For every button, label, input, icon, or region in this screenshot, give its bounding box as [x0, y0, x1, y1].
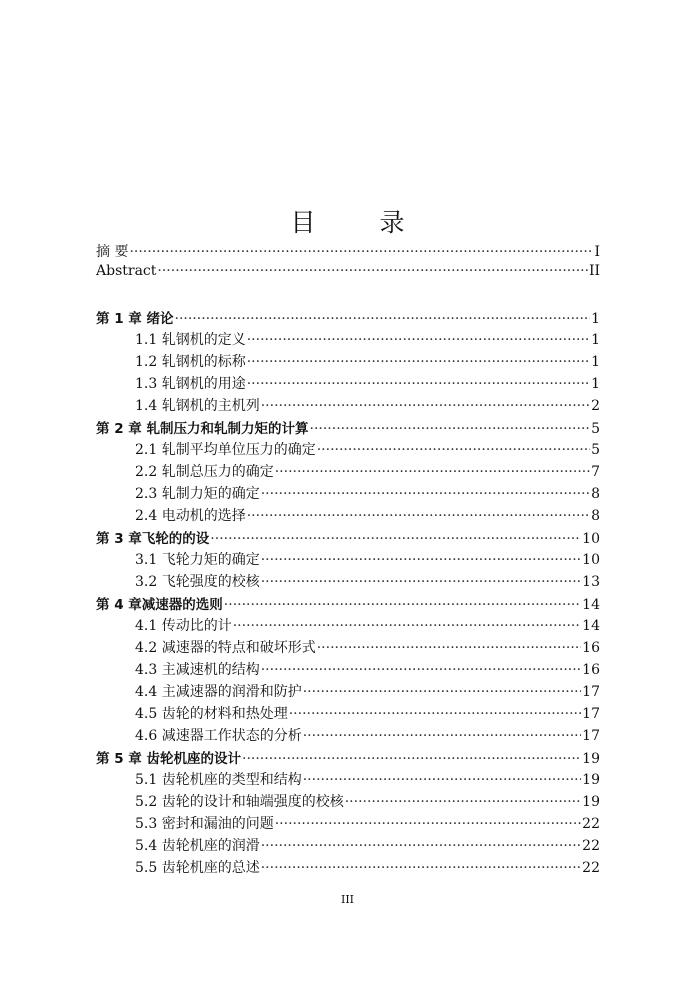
- toc-entry-page: 13: [582, 574, 600, 590]
- toc-entry-page: 8: [591, 508, 600, 524]
- toc-entry-page: 1: [591, 332, 600, 348]
- toc-section-entry[interactable]: [96, 835, 600, 857]
- toc-entry-label: 1.3 轧钢机的用途: [135, 376, 246, 392]
- toc-dot-leader: [247, 376, 590, 392]
- toc-dot-leader: [261, 552, 581, 568]
- toc-chapter-entry[interactable]: [96, 527, 600, 549]
- toc-dot-leader: [310, 421, 591, 437]
- toc-dot-leader: [303, 684, 581, 700]
- toc-entry-label: 5.5 齿轮机座的总述: [135, 860, 260, 876]
- toc-entry-page: 5: [591, 442, 600, 458]
- toc-entry-label: 2.3 轧制力矩的确定: [135, 486, 260, 502]
- toc-entry-page: 7: [591, 464, 600, 480]
- toc-chapter-entry[interactable]: [96, 747, 600, 769]
- toc-entry-page: 17: [582, 684, 600, 700]
- toc-dot-leader: [261, 662, 581, 678]
- toc-entry-label: Abstract: [96, 263, 157, 279]
- toc-front-entry[interactable]: [96, 263, 600, 285]
- toc-section-entry[interactable]: [96, 395, 600, 417]
- toc-entry-label: 1.4 轧钢机的主机列: [135, 398, 260, 414]
- toc-entry-label: 1.1 轧钢机的定义: [135, 332, 246, 348]
- toc-entry-label: 5.4 齿轮机座的润滑: [135, 838, 260, 854]
- toc-dot-leader: [247, 508, 590, 524]
- toc-dot-leader: [247, 332, 590, 348]
- toc-section-entry[interactable]: [96, 505, 600, 527]
- toc-entry-page: 22: [582, 860, 600, 876]
- toc-dot-leader: [289, 706, 581, 722]
- toc-chapter-entry[interactable]: [96, 593, 600, 615]
- toc-dot-leader: [242, 751, 581, 767]
- toc-entry-label: 3.2 飞轮强度的校核: [135, 574, 260, 590]
- toc-entry-page: I: [594, 244, 600, 260]
- toc-section-entry[interactable]: [96, 813, 600, 835]
- toc-dot-leader: [345, 794, 581, 810]
- toc-entry-page: 10: [582, 531, 600, 547]
- toc-dot-leader: [247, 354, 590, 370]
- toc-section-entry[interactable]: [96, 483, 600, 505]
- toc-entry-page: 14: [582, 597, 600, 613]
- toc-section-entry[interactable]: [96, 637, 600, 659]
- toc-dot-leader: [210, 531, 581, 547]
- toc-entry-page: II: [588, 263, 600, 279]
- toc-section-entry[interactable]: [96, 439, 600, 461]
- toc-front-entry[interactable]: [96, 241, 600, 263]
- toc-entry-page: 19: [582, 794, 600, 810]
- toc-entry-label: 4.2 减速器的特点和破坏形式: [135, 640, 316, 656]
- toc-section-entry[interactable]: [96, 351, 600, 373]
- toc-section-entry[interactable]: [96, 549, 600, 571]
- toc-dot-leader: [261, 398, 590, 414]
- toc-section-entry[interactable]: [96, 703, 600, 725]
- toc-entry-label: 3.1 飞轮力矩的确定: [135, 552, 260, 568]
- toc-section-entry[interactable]: [96, 791, 600, 813]
- toc-section-entry[interactable]: [96, 461, 600, 483]
- toc-section-entry[interactable]: [96, 615, 600, 637]
- toc-entry-label: 2.2 轧制总压力的确定: [135, 464, 274, 480]
- toc-dot-leader: [303, 772, 581, 788]
- toc-section-entry[interactable]: [96, 329, 600, 351]
- toc-section-entry[interactable]: [96, 373, 600, 395]
- toc-entry-label: 第 1 章 绪论: [96, 311, 174, 327]
- toc-dot-leader: [261, 838, 581, 854]
- toc-entry-label: 5.2 齿轮的设计和轴端强度的校核: [135, 794, 344, 810]
- toc-dot-leader: [129, 244, 593, 260]
- toc-entry-page: 17: [582, 706, 600, 722]
- toc-entry-label: 第 3 章飞轮的的设: [96, 531, 210, 547]
- toc-section-entry[interactable]: [96, 571, 600, 593]
- toc-entry-page: 17: [582, 728, 600, 744]
- toc-dot-leader: [157, 263, 588, 279]
- toc-entry-page: 5: [591, 421, 600, 437]
- toc-dot-leader: [261, 486, 590, 502]
- toc-dot-leader: [233, 618, 581, 634]
- toc-dot-leader: [303, 728, 581, 744]
- toc-dot-leader: [261, 574, 581, 590]
- toc-entry-label: 2.4 电动机的选择: [135, 508, 246, 524]
- toc-dot-leader: [224, 597, 581, 613]
- toc-dot-leader: [261, 860, 581, 876]
- toc-entry-page: 16: [582, 640, 600, 656]
- toc-dot-leader: [275, 816, 581, 832]
- toc-entry-page: 1: [591, 311, 600, 327]
- toc-dot-leader: [275, 464, 590, 480]
- toc-chapter-entry[interactable]: [96, 417, 600, 439]
- page-title: 目 录: [290, 208, 433, 237]
- toc-section-entry[interactable]: [96, 769, 600, 791]
- toc-entry-page: 16: [582, 662, 600, 678]
- toc-entry-label: 2.1 轧制平均单位压力的确定: [135, 442, 316, 458]
- toc-chapter-entry[interactable]: [96, 307, 600, 329]
- toc-entry-page: 8: [591, 486, 600, 502]
- page-number: III: [340, 893, 355, 906]
- toc-section-entry[interactable]: [96, 857, 600, 879]
- toc-section-entry[interactable]: [96, 681, 600, 703]
- toc-entry-label: 1.2 轧钢机的标称: [135, 354, 246, 370]
- toc-section-entry[interactable]: [96, 725, 600, 747]
- toc-entry-page: 19: [582, 772, 600, 788]
- toc-entry-label: 4.3 主减速机的结构: [135, 662, 260, 678]
- toc-entry-page: 2: [591, 398, 600, 414]
- toc-entry-label: 摘 要: [96, 244, 129, 260]
- toc-entry-label: 4.1 传动比的计: [135, 618, 232, 634]
- toc-entry-label: 5.1 齿轮机座的类型和结构: [135, 772, 302, 788]
- toc-entry-page: 14: [582, 618, 600, 634]
- toc-entry-page: 22: [582, 838, 600, 854]
- toc-entry-page: 22: [582, 816, 600, 832]
- toc-section-entry[interactable]: [96, 659, 600, 681]
- toc-entry-label: 5.3 密封和漏油的问题: [135, 816, 274, 832]
- toc-dot-leader: [175, 311, 591, 327]
- toc-entry-page: 1: [591, 376, 600, 392]
- toc-entry-label: 第 2 章 轧制压力和轧制力矩的计算: [96, 421, 309, 437]
- toc-entry-label: 第 4 章减速器的选则: [96, 597, 223, 613]
- toc-entry-label: 第 5 章 齿轮机座的设计: [96, 751, 241, 767]
- toc-entry-label: 4.5 齿轮的材料和热处理: [135, 706, 288, 722]
- toc-dot-leader: [317, 640, 581, 656]
- toc-entry-label: 4.6 减速器工作状态的分析: [135, 728, 302, 744]
- toc-entry-page: 10: [582, 552, 600, 568]
- toc-entry-page: 19: [582, 751, 600, 767]
- toc-dot-leader: [317, 442, 590, 458]
- toc-entry-label: 4.4 主减速器的润滑和防护: [135, 684, 302, 700]
- toc-entry-page: 1: [591, 354, 600, 370]
- table-of-contents: [96, 241, 600, 879]
